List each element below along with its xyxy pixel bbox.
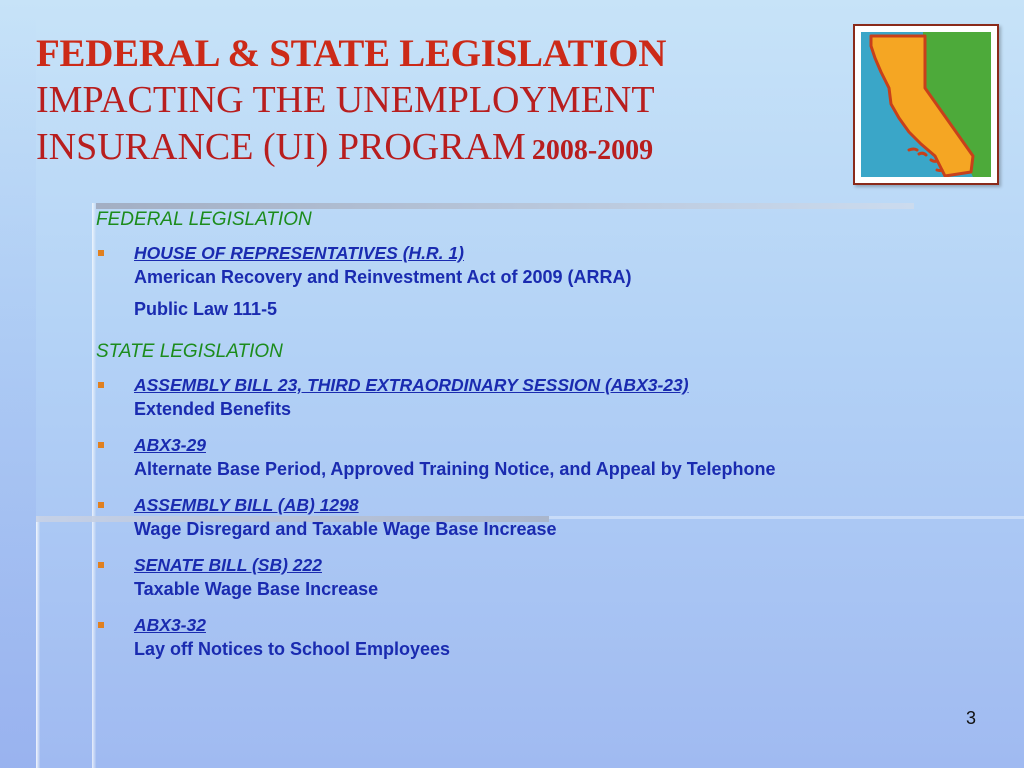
bullet-icon bbox=[98, 442, 104, 448]
list-item-state-1 bbox=[96, 433, 976, 481]
list-item-state-0 bbox=[96, 373, 976, 421]
legislation-description: Lay off Notices to School Employees bbox=[134, 639, 451, 659]
decorative-vertical-line-mid bbox=[36, 516, 40, 768]
list-item-state-4 bbox=[96, 613, 976, 661]
legislation-public-law: Public Law 111-5 bbox=[134, 299, 278, 319]
list-item-state-2 bbox=[96, 493, 976, 541]
title-line-3-text: INSURANCE (UI) PROGRAM bbox=[36, 126, 526, 168]
title-line-3 bbox=[36, 124, 846, 174]
california-map-frame bbox=[853, 24, 999, 185]
legislation-link[interactable]: ABX3-29 bbox=[134, 435, 206, 455]
legislation-description: Alternate Base Period, Approved Training Notice, and Appeal by Telephone bbox=[134, 459, 776, 479]
page-number: 3 bbox=[966, 708, 977, 728]
legislation-link[interactable]: SENATE BILL (SB) 222 bbox=[134, 555, 322, 575]
bullet-icon bbox=[98, 562, 104, 568]
legislation-description: American Recovery and Reinvestment Act of 2009 (ARRA) bbox=[134, 267, 632, 287]
legislation-link[interactable]: ASSEMBLY BILL (AB) 1298 bbox=[134, 495, 359, 515]
bullet-icon bbox=[98, 622, 104, 628]
california-map-icon bbox=[861, 32, 991, 177]
legislation-link[interactable]: ABX3-32 bbox=[134, 615, 206, 635]
bullet-icon bbox=[98, 382, 104, 388]
legislation-description: Wage Disregard and Taxable Wage Base Increase bbox=[134, 519, 557, 539]
bullet-icon bbox=[98, 250, 104, 256]
list-item-state-3 bbox=[96, 553, 976, 601]
left-decorative-strip bbox=[0, 0, 36, 768]
title-line-1: FEDERAL & STATE LEGISLATION bbox=[36, 32, 667, 75]
state-heading: STATE LEGISLATION bbox=[96, 341, 283, 362]
slide-content bbox=[96, 207, 976, 661]
bullet-icon bbox=[98, 502, 104, 508]
legislation-link[interactable]: HOUSE OF REPRESENTATIVES (H.R. 1) bbox=[134, 243, 464, 263]
legislation-description: Extended Benefits bbox=[134, 399, 292, 419]
title-years: 2008-2009 bbox=[531, 135, 654, 166]
legislation-description: Taxable Wage Base Increase bbox=[134, 579, 379, 599]
slide-title bbox=[36, 30, 846, 174]
title-line-2: IMPACTING THE UNEMPLOYMENT bbox=[36, 79, 655, 121]
federal-heading: FEDERAL LEGISLATION bbox=[96, 209, 312, 230]
legislation-link[interactable]: ASSEMBLY BILL 23, THIRD EXTRAORDINARY SESSION (ABX3-23) bbox=[134, 375, 689, 395]
list-item-federal-0 bbox=[96, 241, 976, 321]
